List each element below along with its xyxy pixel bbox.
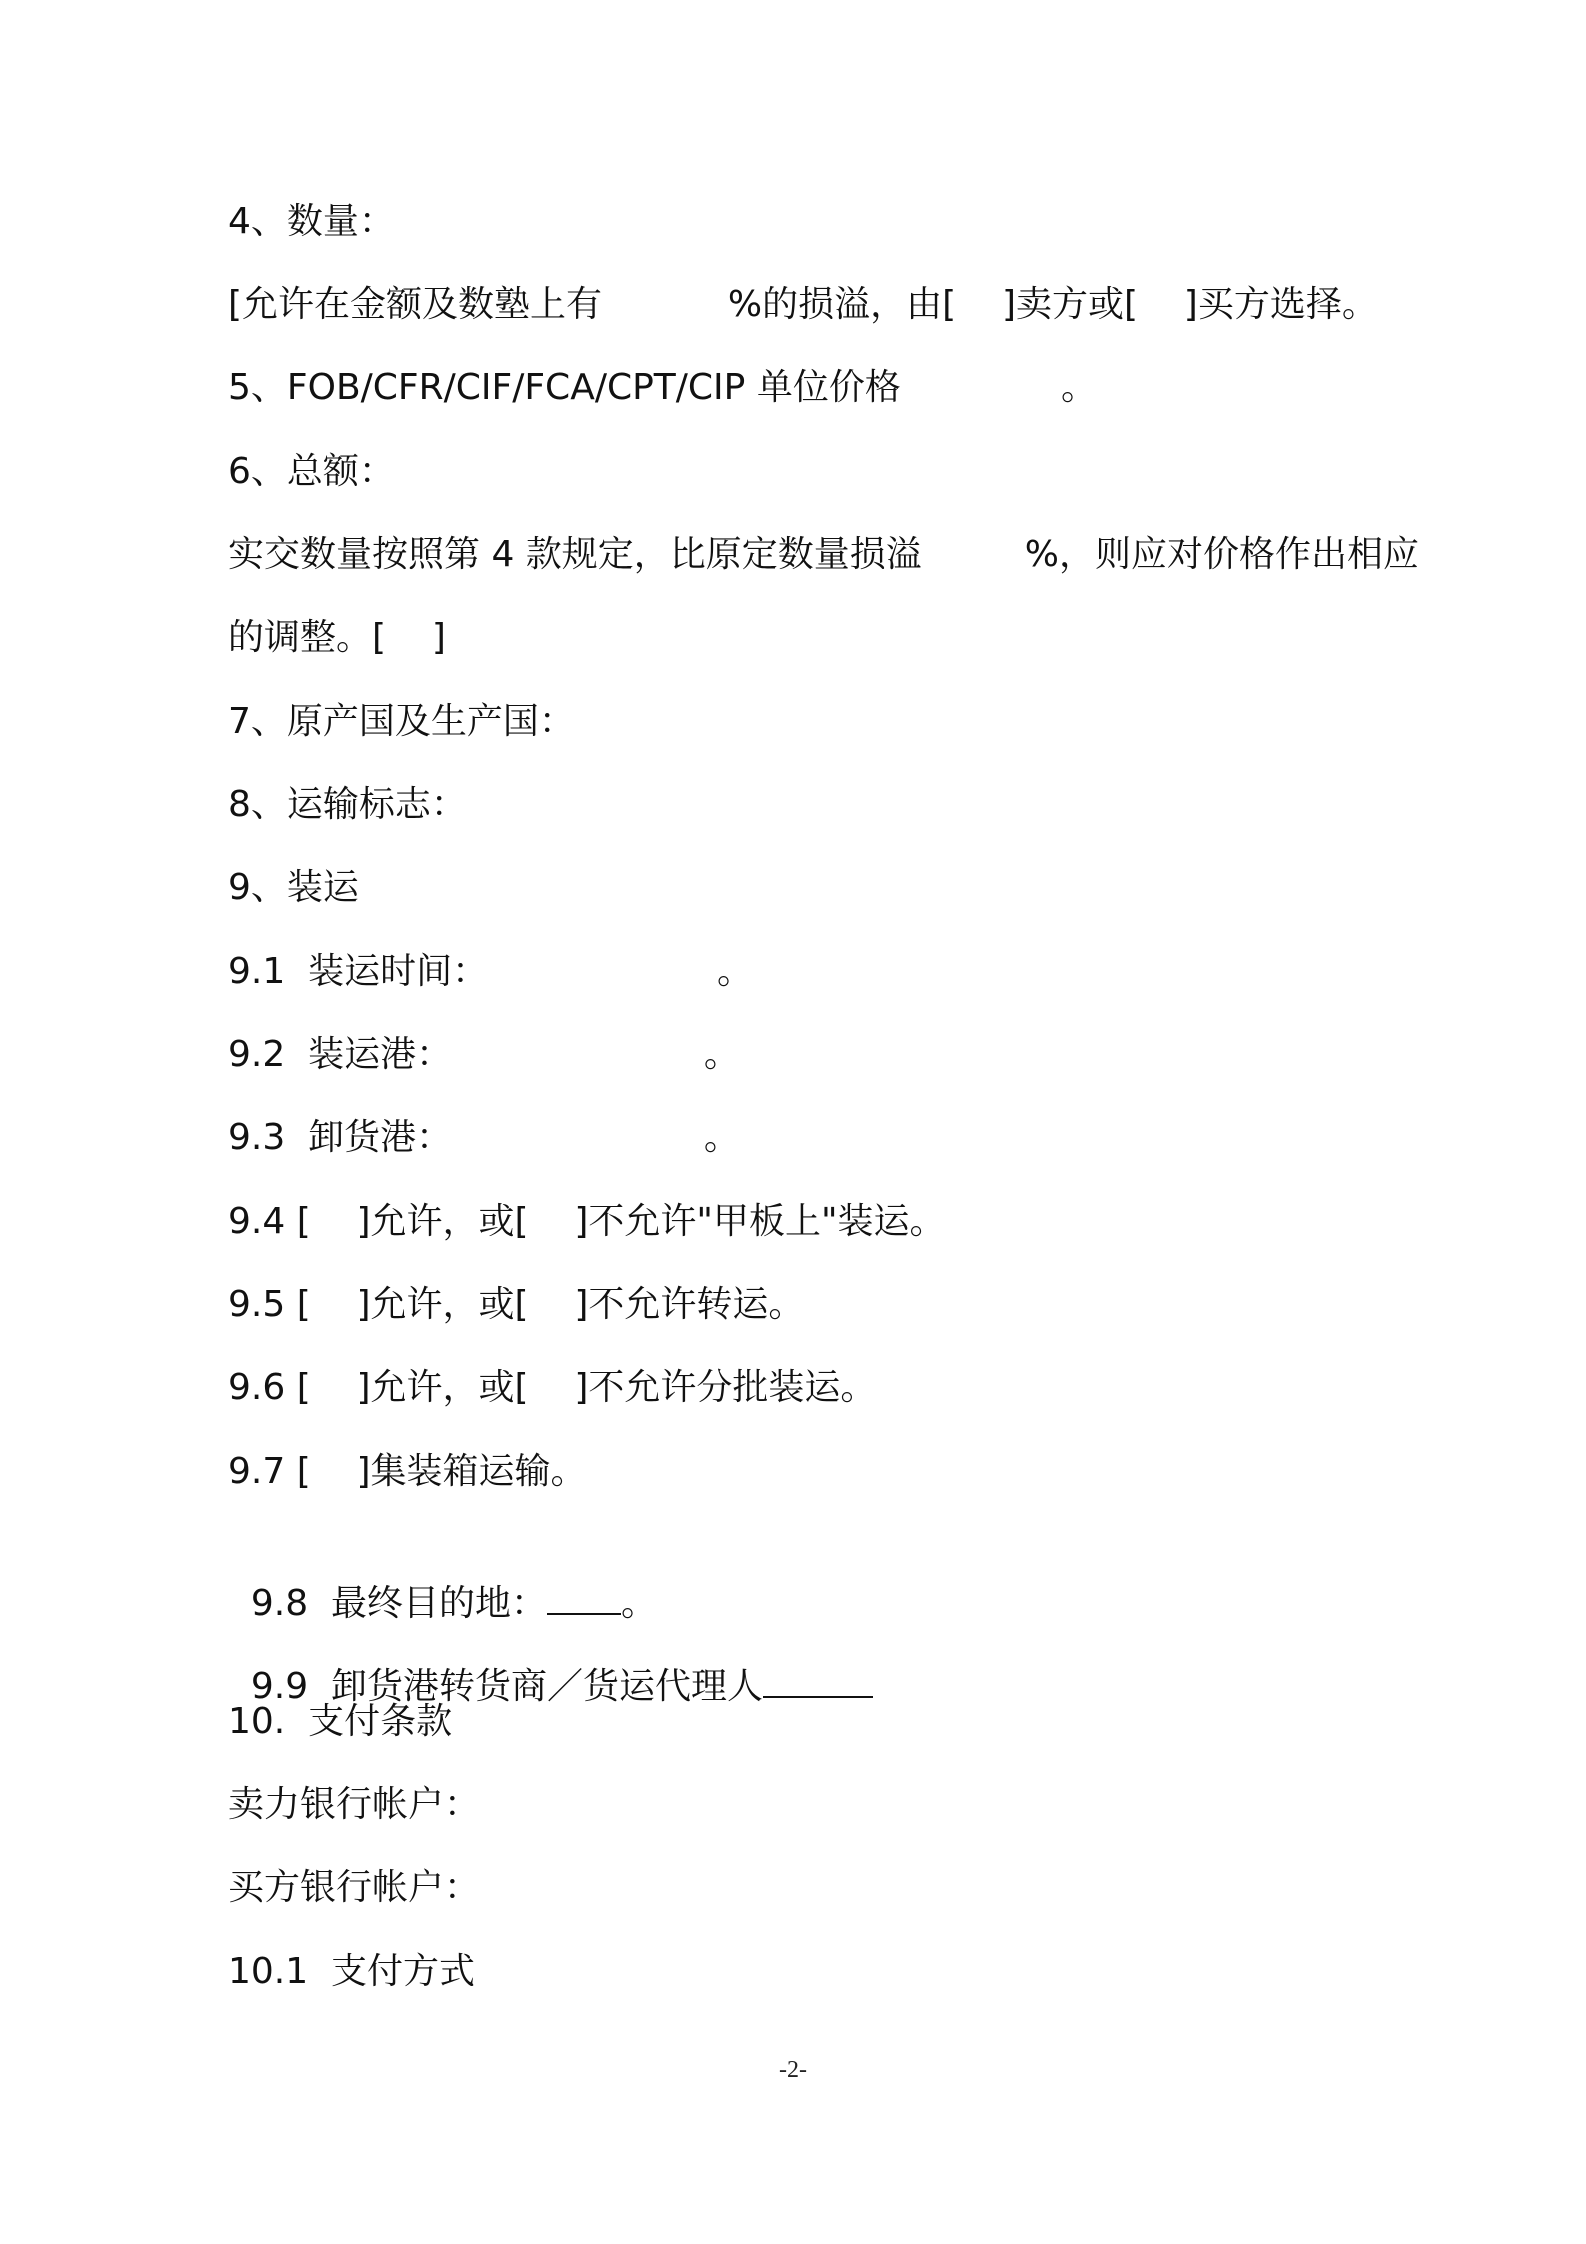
text-line-discharge-port: 9.3 卸货港： 。 (228, 1117, 740, 1158)
text-line-seller-bank-account: 卖力银行帐户： (228, 1784, 481, 1825)
final-destination-label: 9.8 最终目的地： (250, 1583, 548, 1624)
forwarding-agent-blank (763, 1660, 873, 1698)
text-line-quantity-tolerance: [允许在金额及数塾上有 %的损溢，由[ ]卖方或[ ]买方选择。 (228, 284, 1378, 325)
final-destination-blank (547, 1577, 621, 1615)
text-line-unit-price: 5、FOB/CFR/CIF/FCA/CPT/CIP 单位价格 。 (228, 367, 1098, 408)
text-line-shipping-marks: 8、运输标志： (228, 784, 467, 825)
page-number: -2- (779, 2057, 807, 2083)
text-line-container-transport: 9.7 [ ]集装箱运输。 (228, 1451, 587, 1492)
text-line-origin-country: 7、原产国及生产国： (228, 701, 575, 742)
text-line-buyer-bank-account: 买方银行帐户： (228, 1867, 481, 1908)
text-line-payment-terms-heading: 10. 支付条款 (228, 1701, 453, 1742)
text-line-forwarding-agent (228, 1616, 873, 1709)
text-line-partial-shipment: 9.6 [ ]允许，或[ ]不允许分批装运。 (228, 1367, 877, 1408)
text-line-quantity-heading: 4、数量： (228, 201, 395, 242)
text-line-total-adjustment-cont: 的调整。[ ] (228, 617, 446, 658)
text-line-total-heading: 6、总额： (228, 451, 395, 492)
final-destination-period: 。 (621, 1583, 658, 1624)
text-line-loading-port: 9.2 装运港： 。 (228, 1034, 740, 1075)
text-line-shipment-time: 9.1 装运时间： 。 (228, 951, 754, 992)
text-line-total-adjustment: 实交数量按照第 4 款规定，比原定数量损溢 %，则应对价格作出相应 (228, 534, 1419, 575)
text-line-final-destination (228, 1533, 657, 1626)
text-line-transshipment: 9.5 [ ]允许，或[ ]不允许转运。 (228, 1284, 805, 1325)
text-line-payment-method: 10.1 支付方式 (228, 1951, 476, 1992)
text-line-shipment-heading: 9、装运 (228, 867, 359, 908)
text-line-on-deck-shipment: 9.4 [ ]允许，或[ ]不允许"甲板上"装运。 (228, 1201, 946, 1242)
forwarding-agent-label: 9.9 卸货港转货商／货运代理人 (250, 1666, 764, 1707)
